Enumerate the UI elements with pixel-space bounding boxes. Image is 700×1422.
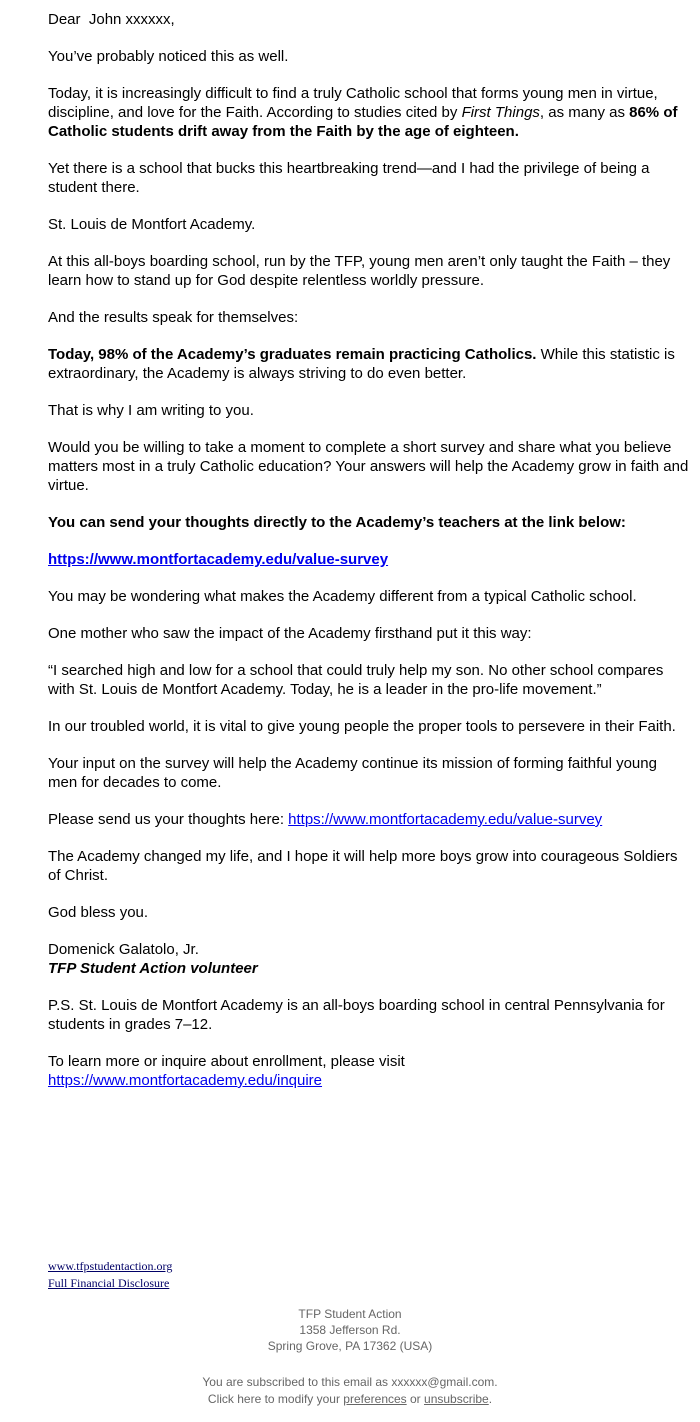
inquire-paragraph	[48, 1052, 690, 1090]
text-run: Yet there is a school that bucks this heartbreaking trend—and I had the privilege of being a student there.	[48, 160, 650, 196]
body-link[interactable]: https://www.montfortacademy.edu/inquire	[48, 1072, 323, 1089]
address-org-line: TFP Student Action	[298, 1307, 402, 1321]
paragraph	[48, 513, 690, 532]
unsubscribe-link[interactable]: unsubscribe	[424, 1392, 489, 1406]
paragraph	[48, 345, 690, 383]
text-run: Dear John xxxxxx,	[48, 11, 175, 28]
text-run: P.S. St. Louis de Montfort Academy is an all-boys boarding school in central Pennsylvania for students in grades 7–12.	[48, 997, 665, 1033]
survey-link-paragraph	[48, 550, 690, 569]
paragraph	[48, 438, 690, 495]
paragraph	[48, 47, 690, 66]
body-link[interactable]: https://www.montfortacademy.edu/value-survey	[48, 551, 389, 568]
text-run: Please send us your thoughts here:	[48, 811, 289, 828]
paragraph	[48, 215, 690, 234]
preferences-link[interactable]: preferences	[343, 1392, 407, 1406]
paragraph	[48, 587, 690, 606]
text-run: , as many as	[539, 104, 630, 121]
text-run: To learn more or inquire about enrollment, please visit	[48, 1053, 405, 1070]
text-run: Domenick Galatolo, Jr.	[48, 941, 199, 958]
footer-disclosure-link[interactable]: Full Financial Disclosure	[48, 1276, 170, 1290]
salutation	[48, 10, 690, 29]
text-run: Would you be willing to take a moment to complete a short survey and share what you believe matters most in a truly Catholic education? Your answers will help the Academy grow in faith and virtue.	[48, 439, 689, 494]
body-link[interactable]: https://www.montfortacademy.edu/value-survey	[288, 811, 603, 828]
text-run: And the results speak for themselves:	[48, 309, 299, 326]
text-run: One mother who saw the impact of the Academy firsthand put it this way:	[48, 625, 532, 642]
text-run: TFP Student Action volunteer	[48, 960, 258, 977]
subscription-info	[0, 1374, 700, 1422]
text-run: “I searched high and low for a school that could truly help my son. No other school compares with St. Louis de Montfort Academy. Today, he is a leader in the pro-life movement.”	[48, 662, 664, 698]
footer-address	[0, 1306, 700, 1354]
subscription-line-2	[0, 1391, 700, 1408]
paragraph	[48, 84, 690, 141]
text-run: First Things	[461, 104, 540, 121]
testimonial-paragraph	[48, 661, 690, 699]
paragraph	[48, 159, 690, 197]
subscription-line-1: You are subscribed to this email as xxxxxx@gmail.com.	[202, 1375, 498, 1389]
text-run: That is why I am writing to you.	[48, 402, 254, 419]
text-run: You can send your thoughts directly to the Academy’s teachers at the link below:	[48, 514, 626, 531]
address-street-line: 1358 Jefferson Rd.	[299, 1323, 401, 1337]
footer-spacer	[0, 1108, 700, 1258]
address-city-line: Spring Grove, PA 17362 (USA)	[267, 1339, 433, 1353]
paragraph	[48, 308, 690, 327]
text-run: You’ve probably noticed this as well.	[48, 48, 289, 65]
text-run: 86% of Catholic students drift away from the Faith by the age of eighteen.	[48, 104, 678, 140]
text-run: Click here to modify your	[207, 1392, 344, 1406]
footer-links	[0, 1258, 700, 1292]
text-run: In our troubled world, it is vital to give young people the proper tools to persevere in their Faith.	[48, 718, 676, 735]
text-run: or	[406, 1392, 425, 1406]
text-run: At this all-boys boarding school, run by the TFP, young men aren’t only taught the Faith – they learn how to stand up for God despite relentless worldly pressure.	[48, 253, 671, 289]
paragraph	[48, 754, 690, 792]
paragraph	[48, 401, 690, 420]
paragraph	[48, 810, 690, 829]
paragraph	[48, 624, 690, 643]
text-run: Your input on the survey will help the Academy continue its mission of forming faithful young men for decades to come.	[48, 755, 657, 791]
paragraph	[48, 717, 690, 736]
text-run: While this statistic is extraordinary, the Academy is always striving to do even better.	[48, 346, 675, 382]
footer-site-link[interactable]: www.tfpstudentaction.org	[48, 1259, 173, 1273]
text-run: The Academy changed my life, and I hope it will help more boys grow into courageous Soldiers of Christ.	[48, 848, 678, 884]
text-run: Today, it is increasingly difficult to find a truly Catholic school that forms young men in virtue, discipline, and love for the Faith. According to studies cited by	[48, 85, 658, 121]
text-run: .	[488, 1392, 493, 1406]
paragraph	[48, 252, 690, 290]
ps-paragraph	[48, 996, 690, 1034]
text-run: You may be wondering what makes the Academy different from a typical Catholic school.	[48, 588, 637, 605]
paragraph	[48, 847, 690, 885]
text-run: God bless you.	[48, 904, 149, 921]
text-run: St. Louis de Montfort Academy.	[48, 216, 256, 233]
signature	[48, 940, 690, 978]
text-run: Today, 98% of the Academy’s graduates remain practicing Catholics.	[48, 346, 537, 363]
paragraph	[48, 903, 690, 922]
